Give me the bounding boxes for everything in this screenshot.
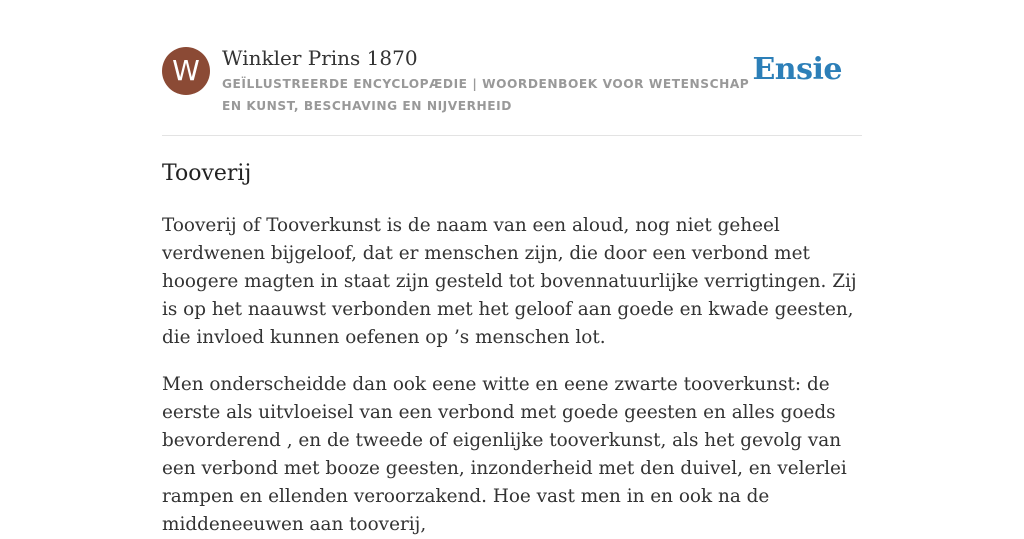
article-paragraph: Tooverij of Tooverkunst is de naam van een aloud, nog niet geheel verdwenen bijgeloof, dat er menschen zijn, die door een verbond met hoogere magten in staat zijn gesteld tot bovennatuurlijke verrigtingen. Zij is op het naauwst verbonden met het geloof aan goede en kwade geesten, die invloed kunnen oefenen op ’s menschen lot.	[162, 215, 857, 348]
source-title[interactable]: Winkler Prins 1870	[222, 46, 418, 70]
article-title: Tooverij	[162, 161, 252, 186]
source-avatar[interactable]: W	[162, 47, 210, 95]
article	[162, 156, 862, 539]
ensie-logo[interactable]: Ensie	[752, 52, 842, 87]
header-divider	[162, 135, 862, 136]
source-subtitle: GEÏLLUSTREERDE ENCYCLOPÆDIE | WOORDENBOEK VOOR WETENSCHAP EN KUNST, BESCHAVING EN NIJVERHEID	[222, 77, 750, 113]
source-header	[162, 45, 862, 135]
article-paragraph: Men onderscheidde dan ook eene witte en eene zwarte tooverkunst: de eerste als uitvloeisel van een verbond met goede geesten en alles goeds bevorderend , en de tweede of eigenlijke tooverkunst, als het gevolg van een verbond met booze geesten, inzonderheid met den duivel, en velerlei rampen en ellenden veroorzakend. Hoe vast men in en ook na de middeneeuwen aan tooverij,	[162, 374, 847, 535]
